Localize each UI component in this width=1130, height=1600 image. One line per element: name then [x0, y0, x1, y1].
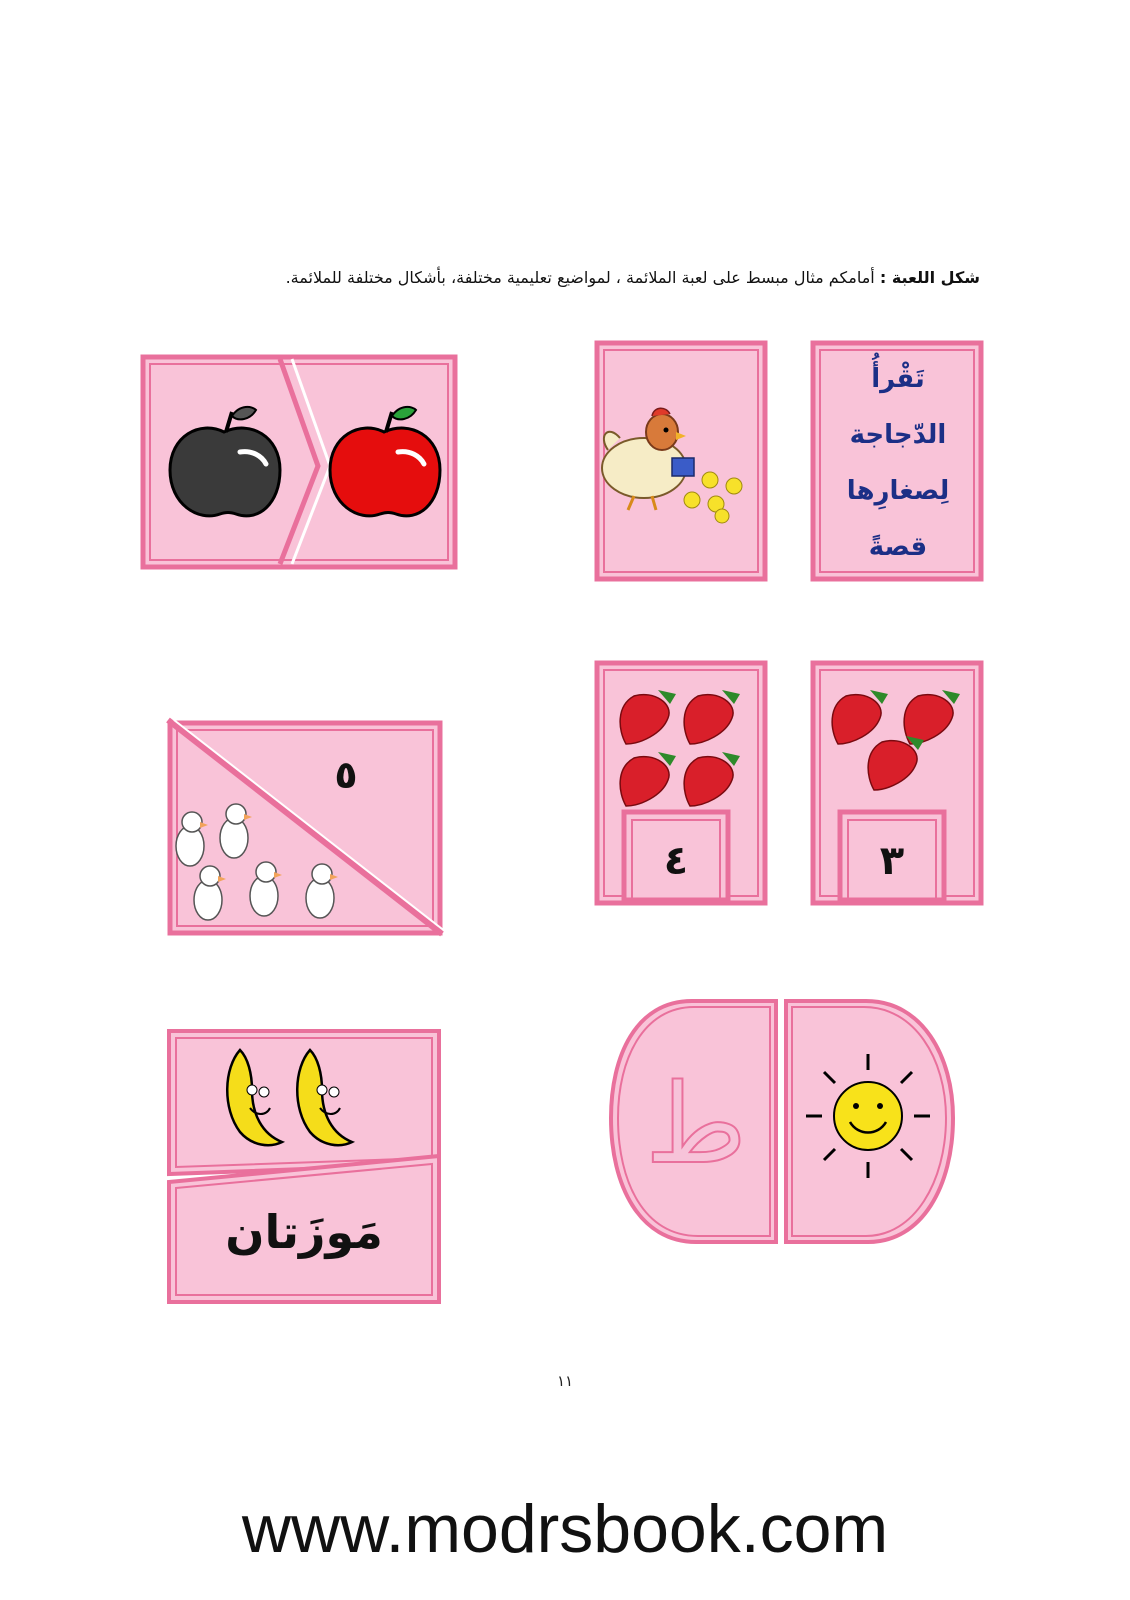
sun-letter-card	[606, 996, 958, 1248]
strawberry-four-card	[594, 660, 770, 908]
number-four: ٤	[663, 838, 689, 884]
story-line-1: تَقْرأُ	[871, 364, 925, 394]
intro-text	[150, 268, 980, 287]
footer-url: www.modrsbook.com	[241, 1491, 889, 1567]
intro-body: أمامكم مثال مبسط على لعبة الملائمة ، لمواضيع تعليمية مختلفة، بأشكال مختلفة للملائمة.	[285, 268, 880, 287]
hen-picture-card	[594, 340, 770, 584]
letter-ta: ط	[645, 1060, 747, 1188]
strawberry-three-card	[810, 660, 986, 908]
apple-puzzle-card	[140, 354, 460, 574]
duck-triangle-card	[164, 718, 448, 940]
story-text-card	[810, 340, 986, 584]
banana-word: مَوزَتان	[225, 1205, 383, 1259]
story-line-3: لِصغارِها	[846, 476, 950, 506]
intro-label: شكل اللعبة :	[879, 268, 980, 287]
story-line-4: قصةً	[868, 532, 928, 562]
page-number: ١١	[556, 1372, 574, 1390]
story-line-2: الدّجاجة	[849, 420, 947, 450]
banana-word-card	[166, 1028, 446, 1306]
number-three: ٣	[879, 838, 905, 884]
triangle-number: ٥	[334, 753, 358, 797]
